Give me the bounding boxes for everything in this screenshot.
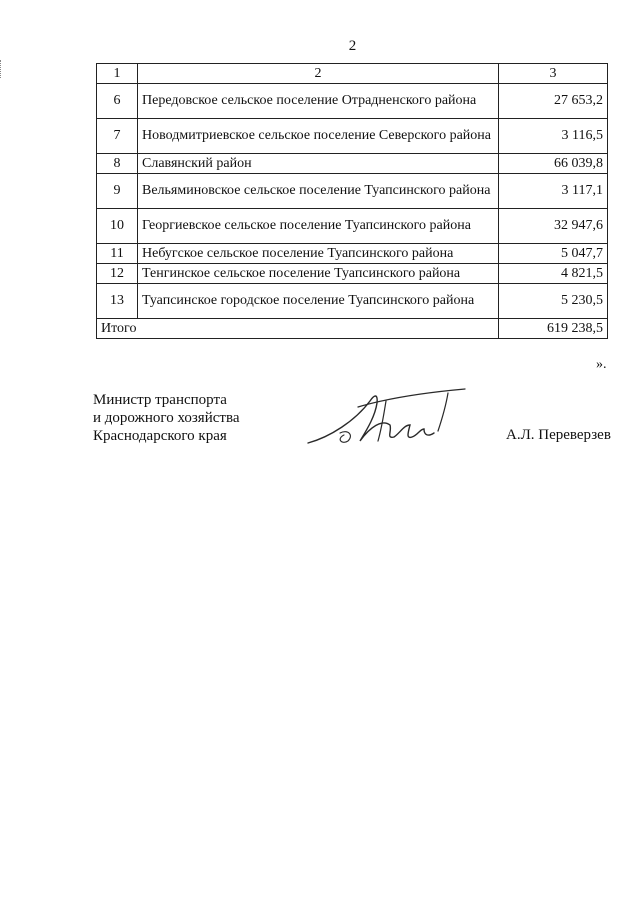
signature-block [93, 391, 240, 445]
closing-quote: ». [596, 357, 607, 372]
row-number-cell: 8 [97, 154, 138, 174]
table-row [97, 154, 608, 174]
row-name-cell: Передовское сельское поселение Отрадненского района [138, 84, 499, 119]
signer-title-line-3: Краснодарского края [93, 428, 227, 444]
table-row [97, 174, 608, 209]
row-name-cell: Туапсинское городское поселение Туапсинского района [138, 284, 499, 319]
total-value-cell: 619 238,5 [499, 319, 608, 339]
row-name-cell: Новодмитриевское сельское поселение Северского района [138, 119, 499, 154]
row-number-cell: 6 [97, 84, 138, 119]
table-row [97, 84, 608, 119]
row-name-cell: Славянский район [138, 154, 499, 174]
row-number-cell: 7 [97, 119, 138, 154]
row-value-cell: 4 821,5 [499, 264, 608, 284]
signatory-name: А.Л. Переверзев [506, 427, 611, 443]
row-value-cell: 32 947,6 [499, 209, 608, 244]
row-number-cell: 9 [97, 174, 138, 209]
budget-table [96, 63, 608, 339]
table-total-row [97, 319, 608, 339]
row-name-cell: Небугское сельское поселение Туапсинского района [138, 244, 499, 264]
row-name-cell: Тенгинское сельское поселение Туапсинского района [138, 264, 499, 284]
table-row [97, 119, 608, 154]
row-number-cell: 10 [97, 209, 138, 244]
row-value-cell: 5 230,5 [499, 284, 608, 319]
signer-title-line-1: Министр транспорта [93, 392, 227, 408]
row-value-cell: 66 039,8 [499, 154, 608, 174]
header-cell-3: 3 [499, 64, 608, 84]
row-value-cell: 3 116,5 [499, 119, 608, 154]
header-cell-1: 1 [97, 64, 138, 84]
row-name-cell: Вельяминовское сельское поселение Туапсинского района [138, 174, 499, 209]
margin-mark [0, 60, 3, 78]
handwritten-signature [300, 385, 470, 455]
page-number: 2 [348, 38, 357, 54]
row-number-cell: 11 [97, 244, 138, 264]
table-header-row [97, 64, 608, 84]
row-value-cell: 27 653,2 [499, 84, 608, 119]
row-name-cell: Георгиевское сельское поселение Туапсинского района [138, 209, 499, 244]
row-number-cell: 12 [97, 264, 138, 284]
total-label-cell: Итого [97, 319, 499, 339]
table-row [97, 209, 608, 244]
table-row [97, 244, 608, 264]
table-row [97, 264, 608, 284]
signer-title-line-2: и дорожного хозяйства [93, 410, 240, 426]
row-value-cell: 5 047,7 [499, 244, 608, 264]
row-number-cell: 13 [97, 284, 138, 319]
header-cell-2: 2 [138, 64, 499, 84]
table-row [97, 284, 608, 319]
row-value-cell: 3 117,1 [499, 174, 608, 209]
